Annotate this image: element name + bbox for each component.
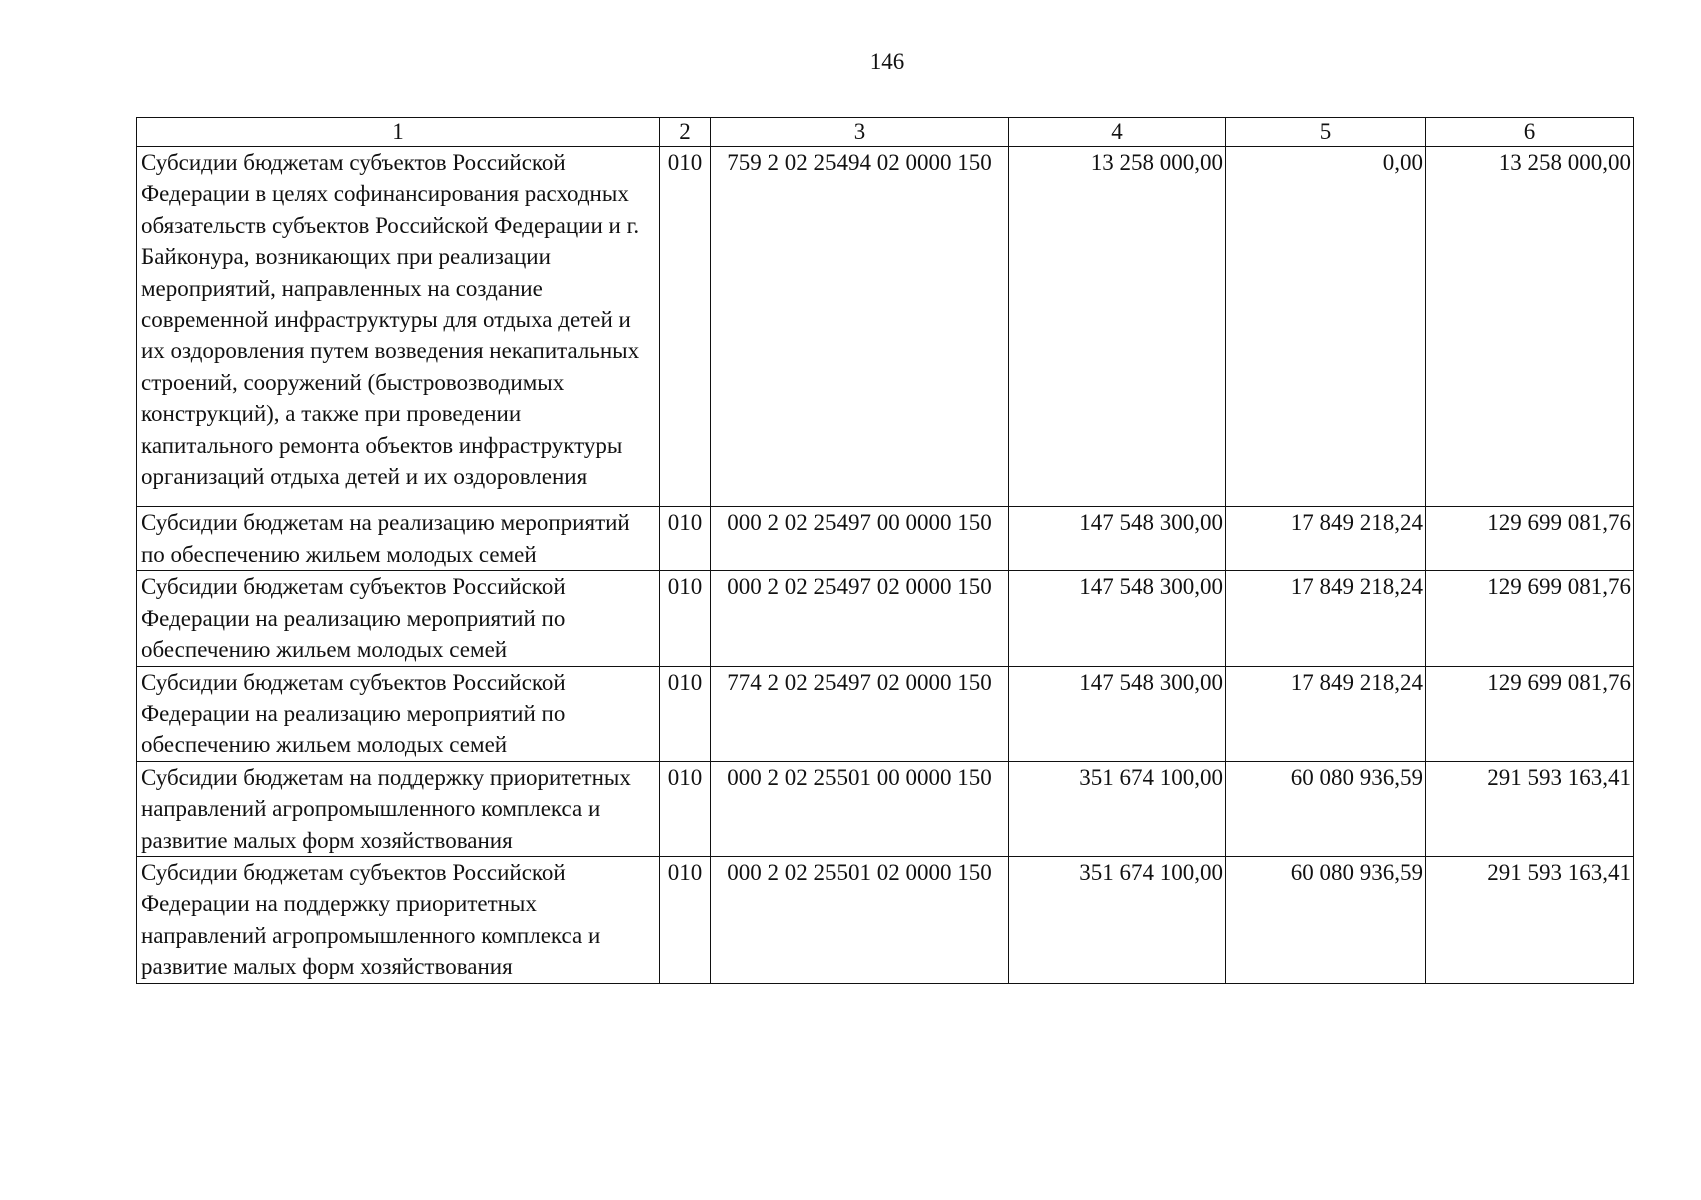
row-executed: 17 849 218,24 — [1226, 666, 1426, 761]
column-header-3: 3 — [711, 118, 1009, 147]
row-kbk: 000 2 02 25501 02 0000 150 — [711, 856, 1009, 983]
row-remaining: 291 593 163,41 — [1426, 761, 1634, 856]
row-executed: 17 849 218,24 — [1226, 507, 1426, 571]
row-code: 010 — [660, 147, 711, 507]
table-row — [137, 856, 1634, 983]
row-remaining: 291 593 163,41 — [1426, 856, 1634, 983]
row-approved: 351 674 100,00 — [1009, 761, 1226, 856]
row-executed: 17 849 218,24 — [1226, 571, 1426, 666]
table-row — [137, 666, 1634, 761]
row-kbk: 000 2 02 25497 02 0000 150 — [711, 571, 1009, 666]
row-code: 010 — [660, 856, 711, 983]
row-approved: 351 674 100,00 — [1009, 856, 1226, 983]
row-executed: 0,00 — [1226, 147, 1426, 507]
table-row — [137, 147, 1634, 507]
column-header-1: 1 — [137, 118, 660, 147]
column-header-6: 6 — [1426, 118, 1634, 147]
table-row — [137, 571, 1634, 666]
row-executed: 60 080 936,59 — [1226, 856, 1426, 983]
table-row — [137, 761, 1634, 856]
row-kbk: 000 2 02 25497 00 0000 150 — [711, 507, 1009, 571]
budget-table — [136, 117, 1634, 984]
row-approved: 147 548 300,00 — [1009, 507, 1226, 571]
row-code: 010 — [660, 507, 711, 571]
row-name: Субсидии бюджетам субъектов Российской Федерации в целях софинансирования расходных обязательств субъектов Российской Федерации и г. Байконура, возникающих при реализации мероприятий, направленных на создание современной инфраструктуры для отдыха детей и их оздоровления путем возведения некапитальных строений, сооружений (быстровозводимых конструкций), а также при проведении капитального ремонта объектов инфраструктуры организаций отдыха детей и их оздоровления — [137, 147, 660, 507]
row-kbk: 774 2 02 25497 02 0000 150 — [711, 666, 1009, 761]
row-remaining: 129 699 081,76 — [1426, 571, 1634, 666]
column-header-5: 5 — [1226, 118, 1426, 147]
row-name: Субсидии бюджетам субъектов Российской Федерации на реализацию мероприятий по обеспечению жильем молодых семей — [137, 666, 660, 761]
row-kbk: 759 2 02 25494 02 0000 150 — [711, 147, 1009, 507]
row-remaining: 129 699 081,76 — [1426, 666, 1634, 761]
row-executed: 60 080 936,59 — [1226, 761, 1426, 856]
column-header-4: 4 — [1009, 118, 1226, 147]
column-header-2: 2 — [660, 118, 711, 147]
row-name: Субсидии бюджетам субъектов Российской Федерации на поддержку приоритетных направлений агропромышленного комплекса и развитие малых форм хозяйствования — [137, 856, 660, 983]
row-name: Субсидии бюджетам на поддержку приоритетных направлений агропромышленного комплекса и развитие малых форм хозяйствования — [137, 761, 660, 856]
row-name: Субсидии бюджетам на реализацию мероприятий по обеспечению жильем молодых семей — [137, 507, 660, 571]
table-row — [137, 507, 1634, 571]
row-approved: 13 258 000,00 — [1009, 147, 1226, 507]
row-name: Субсидии бюджетам субъектов Российской Федерации на реализацию мероприятий по обеспечению жильем молодых семей — [137, 571, 660, 666]
row-code: 010 — [660, 761, 711, 856]
row-kbk: 000 2 02 25501 00 0000 150 — [711, 761, 1009, 856]
row-remaining: 13 258 000,00 — [1426, 147, 1634, 507]
row-code: 010 — [660, 571, 711, 666]
row-remaining: 129 699 081,76 — [1426, 507, 1634, 571]
row-code: 010 — [660, 666, 711, 761]
table-header-row — [137, 118, 1634, 147]
row-approved: 147 548 300,00 — [1009, 666, 1226, 761]
page-number: 146 — [869, 49, 905, 74]
row-approved: 147 548 300,00 — [1009, 571, 1226, 666]
